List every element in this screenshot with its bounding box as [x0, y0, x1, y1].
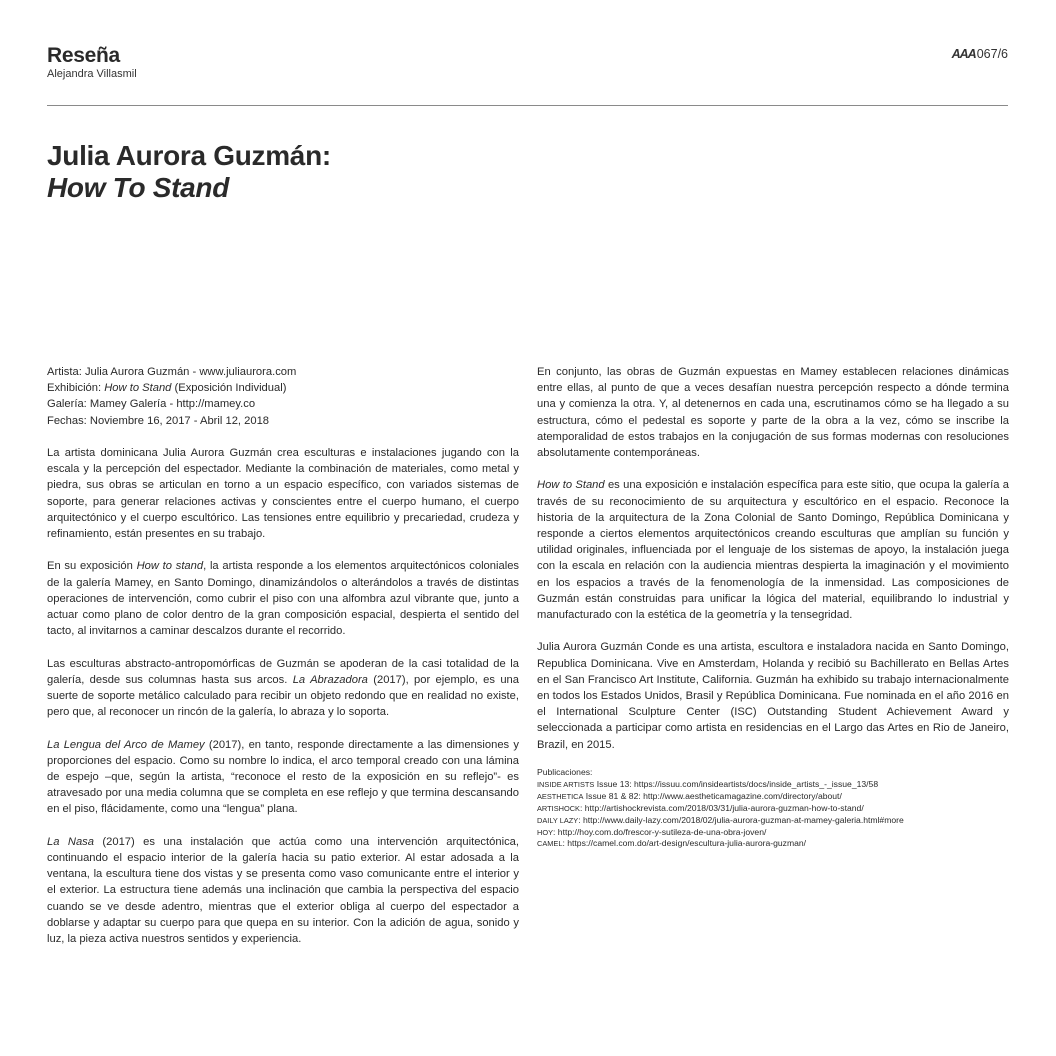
exhibition-line: Exhibición: How to Stand (Exposición Individual) — [47, 382, 287, 395]
publication-item: CAMEL: https://camel.com.do/art-design/escultura-julia-aurora-guzman/ — [537, 838, 807, 849]
publications-heading: Publicaciones: — [537, 767, 593, 778]
paragraph: Julia Aurora Guzmán Conde es una artista, escultora e instaladora nacida en Santo Domingo, Republica Dominicana. Vive en Amsterdam, Holanda y recibió su Bachillerato en Bellas Artes en el San Francisco Art Institute, California. Guzmán ha exhibido su trabajo internacionalmente en todos los Estados Unidos, Brasil y República Dominicana. Fue nominada en el año 2016 en el International Sculpture Center (ISC) Outstanding Student Achievement Award y seleccionada a participar como artista en residencias en el Largo das Artes en Rio de Janeiro, Brazil, en 2015. — [537, 641, 1009, 751]
paragraph: La artista dominicana Julia Aurora Guzmán crea esculturas e instalaciones jugando con la escala y la percepción del espectador. Mediante la combinación de materiales, como metal y piedra, sus obras se articulan en torno a un espacio específico, con variados sistemas de soporte, para generar relaciones activas y conscientes entre el cuerpo humano, el cuerpo arquitectónico y el cuerpo escultórico. Las tensiones entre equilibrio y precariedad, crudeza y refinamiento, están presentes en su trabajo. — [47, 447, 519, 541]
publication-item: HOY: http://hoy.com.do/frescor-y-sutileza-de-una-obra-joven/ — [537, 826, 767, 837]
section-title: Reseña — [47, 44, 120, 67]
publication-item: ARTISHOCK: http://artishockrevista.com/2018/03/31/julia-aurora-guzman-how-to-stand/ — [537, 802, 864, 813]
exhibition-info — [47, 364, 519, 429]
publication-item: DAILY LAZY: http://www.daily-lazy.com/2018/02/julia-aurora-guzman-at-mamey-galeria.html#more — [537, 814, 904, 825]
author-name: Alejandra Villasmil — [47, 68, 137, 80]
publications-list — [537, 767, 1009, 850]
paragraph: Las esculturas abstracto-antropomórficas de Guzmán se apoderan de la casi totalidad de la galería, desde sus columnas hasta sus arcos. La Abrazadora (2017), por ejemplo, es una suerte de soporte metálico calculado para recibir un objeto redondo que en realidad no existe, pero que, al reconocer un rincón de la galería, lo abraza y lo soporta. — [47, 657, 519, 719]
paragraph: La Nasa (2017) es una instalación que actúa como una intervención arquitectónica, continuando el espacio interior de la galería hacia su patio exterior. Al estar adosada a la ventana, la escultura tiene dos vistas y se presenta como vaso comunicante entre el interior y el exterior. La estructura tiene además una inclinación que cambia la perspectiva del espacio cuando se ve desde adentro, mientras que el exterior obliga al cuerpo del espectador a doblarse y adaptar su cuerpo para que quepa en su interior. Con la adición de agua, sonido y luz, la pieza activa nuestros sentidos y experiencia. — [47, 835, 519, 946]
artist-line: Artista: Julia Aurora Guzmán - www.juliaurora.com — [47, 366, 297, 378]
header-divider — [47, 105, 1008, 106]
article-title-sub: How To Stand — [47, 172, 230, 203]
publication-item: INSIDE ARTISTS Issue 13: https://issuu.com/insideartists/docs/inside_artists_-_issue_13/58 — [537, 778, 879, 789]
dates-line: Fechas: Noviembre 16, 2017 - Abril 12, 2018 — [47, 414, 270, 427]
magazine-logo: AAA — [951, 47, 976, 61]
issue-number — [952, 47, 1008, 61]
right-column — [537, 364, 1009, 850]
article-title-main: Julia Aurora Guzmán: — [47, 140, 331, 171]
left-column — [47, 364, 519, 963]
gallery-line: Galería: Mamey Galería - http://mamey.co — [47, 398, 256, 411]
publication-item: AESTHETICA Issue 81 & 82: http://www.aestheticamagazine.com/directory/about/ — [537, 790, 842, 801]
paragraph: La Lengua del Arco de Mamey (2017), en tanto, responde directamente a las dimensiones y proporciones del espacio. Como su nombre lo indica, el arco temporal creado con una lámina de espejo –que, según la artista, “reconoce el resto de la exposición en su reflejo”- es atravesado por una media columna que se completa en ese reflejo y que termina descansando en el piso, flácidamente, como una “lengua” plana. — [47, 738, 519, 816]
paragraph: How to Stand es una exposición e instalación específica para este sitio, que ocupa la galería a través de su reconocimiento de su arquitectura y escultórico en el espacio. Reconoce la historia de la arquitectura de la Zona Colonial de Santo Domingo, República Dominicana y responde a ciertos elementos arquitectónicos creando esculturas que amplían su función y utilidad originales, influenciada por el lenguaje de los sistemas de apoyo, la instalación juega con la escala en relación con la audiencia mientras despierta la imaginación y el movimiento en los espacios a través de la fenomenología de la inmensidad. Las composiciones de Guzmán están construidas para unificar la lógica del material, equilibrando lo industrial y manufacturado con la estética de la geometría y la tensegridad. — [537, 479, 1009, 622]
issue-page: 067/6 — [976, 47, 1008, 61]
paragraph: En su exposición How to stand, la artista responde a los elementos arquitectónicos coloniales de la galería Mamey, en Santo Domingo, dinamizándolos o alterándolos a través de distintas operaciones de intervención, como cubrir el piso con una alfombra azul vibrante que, junto a actuar como plano de color dentro de la gran composición espacial, despierta el sentido del tacto, al invitarnos a caminar descalzos durante el recorrido. — [47, 560, 520, 638]
paragraph: En conjunto, las obras de Guzmán expuestas en Mamey establecen relaciones dinámicas entre ellas, al punto de que a veces desafían nuestra percepción respecto a dónde termina una y comienza la otra. Y, al detenernos en cada una, escrutinamos cómo se ha llegado a su estructura, cómo el pedestal es soporte y parte de la obra a la vez, cómo se inscribe la atemporalidad de estos trabajos en la conjugación de sus formas modernas con resoluciones absolutamente contemporáneas. — [537, 366, 1009, 460]
article-title — [47, 140, 331, 204]
